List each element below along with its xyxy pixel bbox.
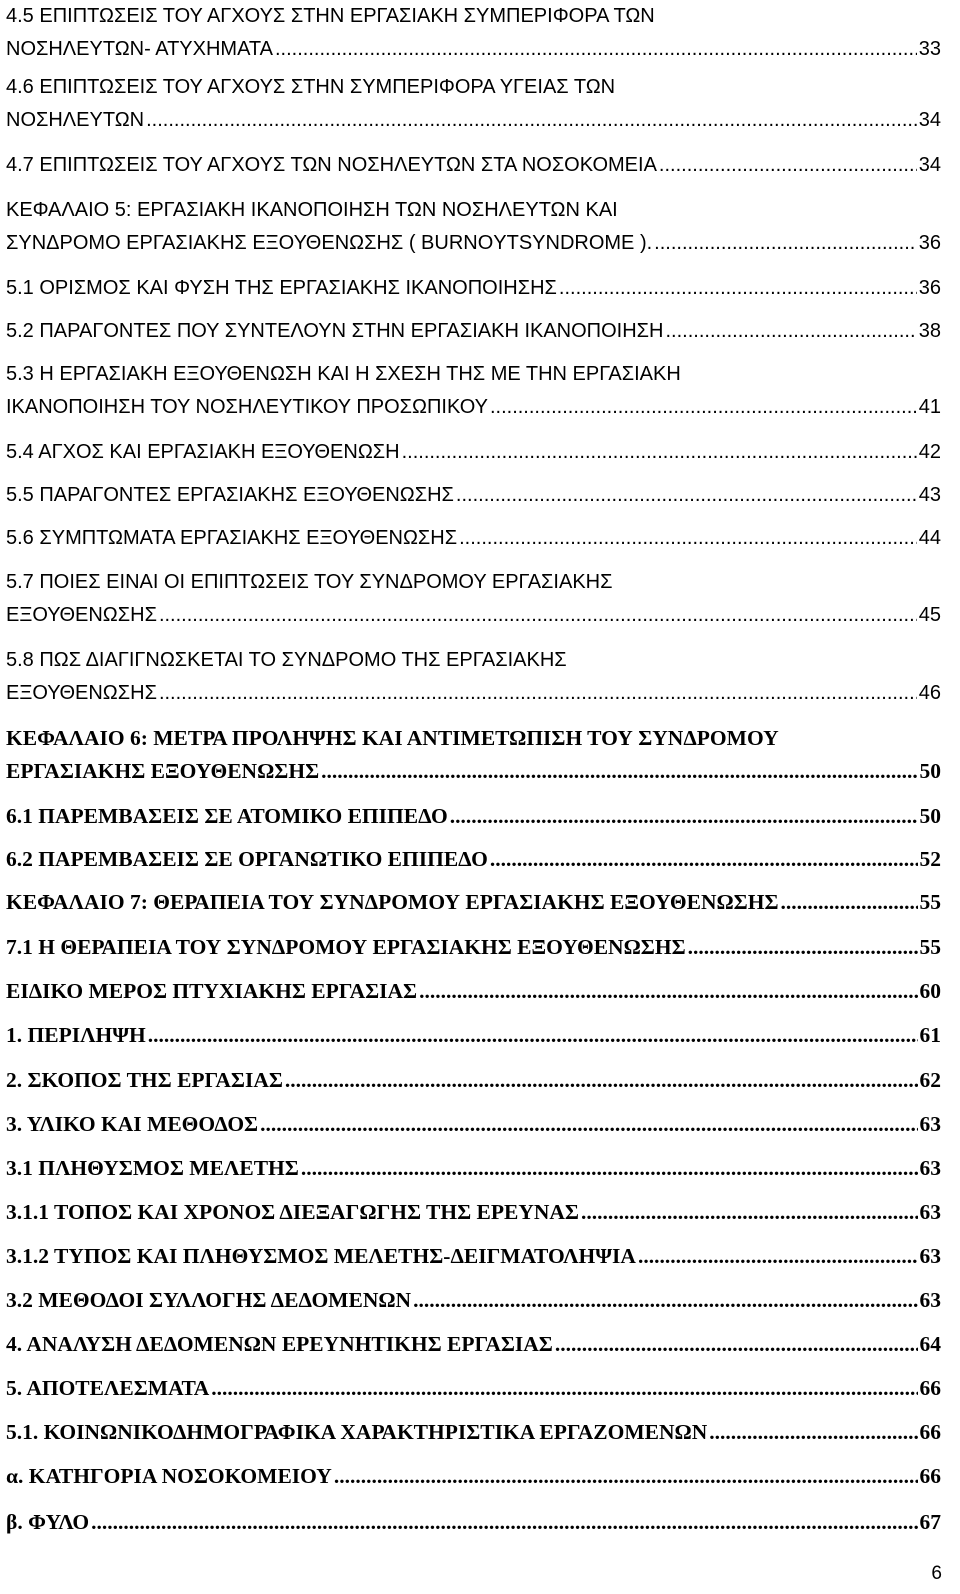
toc-entry-title: ΕΞΟΥΘΕΝΩΣΗΣ bbox=[6, 604, 157, 626]
toc-page-number: 44 bbox=[918, 527, 941, 549]
toc-page-number: 66 bbox=[919, 1376, 941, 1400]
toc-entry-2[interactable] bbox=[6, 1064, 941, 1097]
toc-dot-leader bbox=[146, 104, 917, 137]
toc-dot-leader bbox=[490, 391, 917, 424]
toc-entry-4-5[interactable] bbox=[6, 0, 941, 66]
toc-dot-leader bbox=[285, 1064, 918, 1097]
toc-entry-5-1-results[interactable] bbox=[6, 1416, 941, 1449]
toc-page-number: 41 bbox=[918, 396, 941, 418]
toc-entry-title: ΚΕΦΑΛΑΙΟ 7: ΘΕΡΑΠΕΙΑ ΤΟΥ ΣΥΝΔΡΟΜΟΥ ΕΡΓΑΣΙΑΚΗΣ ΕΞΟΥΘΕΝΩΣΗΣ bbox=[6, 890, 779, 914]
page-number: 6 bbox=[931, 1563, 942, 1584]
toc-entry-title: 4. ΑΝΑΛΥΣΗ ΔΕΔΟΜΕΝΩΝ ΕΡΕΥΝΗΤΙΚΗΣ ΕΡΓΑΣΙΑΣ bbox=[6, 1332, 553, 1356]
toc-dot-leader bbox=[659, 149, 917, 182]
toc-entry-title: ΝΟΣΗΛΕΥΤΩΝ- ΑΤΥΧΗΜΑΤΑ bbox=[6, 38, 273, 60]
toc-entry-3-2[interactable] bbox=[6, 1284, 941, 1317]
toc-entry-1[interactable] bbox=[6, 1019, 941, 1052]
toc-entry-title: 4.7 ΕΠΙΠΤΩΣΕΙΣ ΤΟΥ ΑΓΧΟΥΣ ΤΩΝ ΝΟΣΗΛΕΥΤΩΝ ΣΤΑ ΝΟΣΟΚΟΜΕΙΑ bbox=[6, 154, 657, 176]
toc-page-number: 33 bbox=[918, 38, 941, 60]
toc-page-number: 34 bbox=[918, 154, 941, 176]
toc-entry-3[interactable] bbox=[6, 1108, 941, 1141]
toc-dot-leader bbox=[688, 931, 918, 964]
toc-entry-3-1[interactable] bbox=[6, 1152, 941, 1185]
toc-dot-leader bbox=[91, 1506, 917, 1539]
toc-dot-leader bbox=[665, 315, 916, 348]
toc-page-number: 50 bbox=[919, 759, 941, 783]
toc-page-number: 63 bbox=[919, 1200, 941, 1224]
toc-dot-leader bbox=[402, 436, 917, 469]
toc-entry-5-5[interactable] bbox=[6, 479, 941, 512]
toc-dot-leader bbox=[709, 1416, 917, 1449]
toc-page-number: 60 bbox=[919, 979, 941, 1003]
toc-entry-7-1[interactable] bbox=[6, 931, 941, 964]
toc-page-number: 55 bbox=[919, 935, 941, 959]
toc-page-number: 62 bbox=[919, 1068, 941, 1092]
toc-page-number: 36 bbox=[918, 277, 941, 299]
toc-entry-title: 3. ΥΛΙΚΟ ΚΑΙ ΜΕΘΟΔΟΣ bbox=[6, 1112, 259, 1136]
toc-entry-title: 5.2 ΠΑΡΑΓΟΝΤΕΣ ΠΟΥ ΣΥΝΤΕΛΟΥΝ ΣΤΗΝ ΕΡΓΑΣΙΑΚΗ ΙΚΑΝΟΠΟΙΗΣΗ bbox=[6, 320, 664, 342]
toc-entry-6-1[interactable] bbox=[6, 800, 941, 833]
toc-dot-leader bbox=[559, 272, 917, 305]
toc-dot-leader bbox=[159, 599, 917, 632]
toc-entry-5-8[interactable] bbox=[6, 644, 941, 710]
toc-entry-3-1-1[interactable] bbox=[6, 1196, 941, 1229]
toc-page-number: 63 bbox=[919, 1112, 941, 1136]
toc-dot-leader bbox=[654, 227, 917, 260]
toc-entry-title: 5.1. ΚΟΙΝΩΝΙΚΟΔΗΜΟΓΡΑΦΙΚΑ ΧΑΡΑΚΤΗΡΙΣΤΙΚΑ ΕΡΓΑΖΟΜΕΝΩΝ bbox=[6, 1420, 708, 1444]
toc-dot-leader bbox=[159, 677, 917, 710]
toc-entry-5[interactable] bbox=[6, 1372, 941, 1405]
toc-dot-leader bbox=[275, 33, 917, 66]
toc-entry-title: 3.2 ΜΕΘΟΔΟΙ ΣΥΛΛΟΓΗΣ ΔΕΔΟΜΕΝΩΝ bbox=[6, 1288, 412, 1312]
toc-page-number: 42 bbox=[918, 441, 941, 463]
toc-entry-title: ΝΟΣΗΛΕΥΤΩΝ bbox=[6, 109, 145, 131]
toc-entry-title: β. ΦΥΛΟ bbox=[6, 1510, 90, 1534]
toc-entry-4-7[interactable] bbox=[6, 149, 941, 182]
toc-page-number: 61 bbox=[919, 1023, 941, 1047]
toc-page-number: 63 bbox=[919, 1288, 941, 1312]
toc-dot-leader bbox=[781, 886, 918, 919]
toc-entry-title: 6.2 ΠΑΡΕΜΒΑΣΕΙΣ ΣΕ ΟΡΓΑΝΩΤΙΚΟ ΕΠΙΠΕΔΟ bbox=[6, 847, 488, 871]
toc-entry-6-2[interactable] bbox=[6, 843, 941, 876]
toc-entry-alpha[interactable] bbox=[6, 1460, 941, 1493]
toc-entry-title: 2. ΣΚΟΠΟΣ ΤΗΣ ΕΡΓΑΣΙΑΣ bbox=[6, 1068, 283, 1092]
toc-entry-4-6[interactable] bbox=[6, 71, 941, 137]
toc-dot-leader bbox=[456, 479, 917, 512]
toc-entry-title: 5.1 ΟΡΙΣΜΟΣ ΚΑΙ ΦΥΣΗ ΤΗΣ ΕΡΓΑΣΙΑΚΗΣ ΙΚΑΝΟΠΟΙΗΣΗΣ bbox=[6, 277, 557, 299]
toc-entry-title-line1: ΚΕΦΑΛΑΙΟ 5: ΕΡΓΑΣΙΑΚΗ ΙΚΑΝΟΠΟΙΗΣΗ ΤΩΝ ΝΟΣΗΛΕΥΤΩΝ ΚΑΙ bbox=[6, 199, 618, 221]
toc-page-number: 50 bbox=[919, 804, 941, 828]
toc-page-number: 63 bbox=[919, 1156, 941, 1180]
toc-entry-title: 3.1.1 ΤΟΠΟΣ ΚΑΙ ΧΡΟΝΟΣ ΔΙΕΞΑΓΩΓΗΣ ΤΗΣ ΕΡΕΥΝΑΣ bbox=[6, 1200, 579, 1224]
toc-page-number: 66 bbox=[919, 1464, 941, 1488]
toc-entry-title: 5.6 ΣΥΜΠΤΩΜΑΤΑ ΕΡΓΑΣΙΑΚΗΣ ΕΞΟΥΘΕΝΩΣΗΣ bbox=[6, 527, 458, 549]
toc-entry-title: 6.1 ΠΑΡΕΜΒΑΣΕΙΣ ΣΕ ΑΤΟΜΙΚΟ ΕΠΙΠΕΔΟ bbox=[6, 804, 448, 828]
toc-entry-5-7[interactable] bbox=[6, 566, 941, 632]
toc-entry-5-6[interactable] bbox=[6, 522, 941, 555]
toc-entry-5-3[interactable] bbox=[6, 358, 941, 424]
toc-page-number: 38 bbox=[918, 320, 941, 342]
toc-page-number: 63 bbox=[919, 1244, 941, 1268]
toc-page-number: 52 bbox=[919, 847, 941, 871]
toc-dot-leader bbox=[211, 1372, 917, 1405]
toc-dot-leader bbox=[638, 1240, 918, 1273]
toc-page-number: 36 bbox=[918, 232, 941, 254]
toc-entry-title: ΣΥΝΔΡΟΜΟ ΕΡΓΑΣΙΑΚΗΣ ΕΞΟΥΘΕΝΩΣΗΣ ( BURNOYTSYNDROME ). bbox=[6, 232, 653, 254]
toc-entry-title-line1: 5.7 ΠΟΙΕΣ ΕΙΝΑΙ ΟΙ ΕΠΙΠΤΩΣΕΙΣ ΤΟΥ ΣΥΝΔΡΟΜΟΥ ΕΡΓΑΣΙΑΚΗΣ bbox=[6, 571, 613, 593]
toc-dot-leader bbox=[413, 1284, 917, 1317]
toc-entry-5-2[interactable] bbox=[6, 315, 941, 348]
toc-entry-title: α. ΚΑΤΗΓΟΡΙΑ ΝΟΣΟΚΟΜΕΙΟΥ bbox=[6, 1464, 332, 1488]
toc-entry-title: ΕΡΓΑΣΙΑΚΗΣ ΕΞΟΥΘΕΝΩΣΗΣ bbox=[6, 759, 320, 783]
toc-entry-title-line1: 5.8 ΠΩΣ ΔΙΑΓΙΓΝΩΣΚΕΤΑΙ ΤΟ ΣΥΝΔΡΟΜΟ ΤΗΣ ΕΡΓΑΣΙΑΚΗΣ bbox=[6, 649, 567, 671]
toc-dot-leader bbox=[581, 1196, 918, 1229]
toc-dot-leader bbox=[321, 755, 917, 788]
toc-entry-beta[interactable] bbox=[6, 1506, 941, 1539]
toc-entry-chapter-7[interactable] bbox=[6, 886, 941, 919]
toc-page-number: 43 bbox=[918, 484, 941, 506]
toc-dot-leader bbox=[301, 1152, 918, 1185]
toc-entry-chapter-5[interactable] bbox=[6, 194, 941, 260]
toc-entry-title: 1. ΠΕΡΙΛΗΨΗ bbox=[6, 1023, 146, 1047]
toc-page-number: 55 bbox=[919, 890, 941, 914]
toc-dot-leader bbox=[555, 1328, 918, 1361]
toc-dot-leader bbox=[459, 522, 917, 555]
toc-dot-leader bbox=[260, 1108, 917, 1141]
toc-entry-title: 5.5 ΠΑΡΑΓΟΝΤΕΣ ΕΡΓΑΣΙΑΚΗΣ ΕΞΟΥΘΕΝΩΣΗΣ bbox=[6, 484, 454, 506]
toc-page-number: 45 bbox=[918, 604, 941, 626]
toc-entry-title-line1: 4.6 ΕΠΙΠΤΩΣΕΙΣ ΤΟΥ ΑΓΧΟΥΣ ΣΤΗΝ ΣΥΜΠΕΡΙΦΟΡΑ ΥΓΕΙΑΣ ΤΩΝ bbox=[6, 76, 616, 98]
toc-entry-title: 5.4 ΑΓΧΟΣ ΚΑΙ ΕΡΓΑΣΙΑΚΗ ΕΞΟΥΘΕΝΩΣΗ bbox=[6, 441, 400, 463]
toc-page-number: 66 bbox=[919, 1420, 941, 1444]
toc-page-number: 46 bbox=[918, 682, 941, 704]
toc-entry-title: 3.1.2 ΤΥΠΟΣ ΚΑΙ ΠΛΗΘΥΣΜΟΣ ΜΕΛΕΤΗΣ-ΔΕΙΓΜΑΤΟΛΗΨΙΑ bbox=[6, 1244, 636, 1268]
toc-entry-special-part[interactable] bbox=[6, 975, 941, 1008]
toc-entry-title: 3.1 ΠΛΗΘΥΣΜΟΣ ΜΕΛΕΤΗΣ bbox=[6, 1156, 299, 1180]
toc-page-number: 67 bbox=[919, 1510, 941, 1534]
toc-dot-leader bbox=[334, 1460, 918, 1493]
toc-entry-title-line1: 4.5 ΕΠΙΠΤΩΣΕΙΣ ΤΟΥ ΑΓΧΟΥΣ ΣΤΗΝ ΕΡΓΑΣΙΑΚΗ ΣΥΜΠΕΡΙΦΟΡΑ ΤΩΝ bbox=[6, 5, 655, 27]
toc-dot-leader bbox=[148, 1019, 918, 1052]
toc-entry-title: 5. ΑΠΟΤΕΛΕΣΜΑΤΑ bbox=[6, 1376, 210, 1400]
toc-entry-title: ΙΚΑΝΟΠΟΙΗΣΗ ΤΟΥ ΝΟΣΗΛΕΥΤΙΚΟΥ ΠΡΟΣΩΠΙΚΟΥ bbox=[6, 396, 488, 418]
toc-dot-leader bbox=[490, 843, 918, 876]
toc-entry-title-line1: 5.3 Η ΕΡΓΑΣΙΑΚΗ ΕΞΟΥΘΕΝΩΣΗ ΚΑΙ Η ΣΧΕΣΗ ΤΗΣ ΜΕ ΤΗΝ ΕΡΓΑΣΙΑΚΗ bbox=[6, 363, 681, 385]
toc-entry-title: ΕΞΟΥΘΕΝΩΣΗΣ bbox=[6, 682, 157, 704]
toc-entry-5-4[interactable] bbox=[6, 436, 941, 469]
toc-entry-title-line1: ΚΕΦΑΛΑΙΟ 6: ΜΕΤΡΑ ΠΡΟΛΗΨΗΣ ΚΑΙ ΑΝΤΙΜΕΤΩΠΙΣΗ ΤΟΥ ΣΥΝΔΡΟΜΟΥ bbox=[6, 726, 779, 750]
toc-entry-3-1-2[interactable] bbox=[6, 1240, 941, 1273]
toc-page-number: 34 bbox=[918, 109, 941, 131]
toc-dot-leader bbox=[419, 975, 917, 1008]
toc-entry-title: ΕΙΔΙΚΟ ΜΕΡΟΣ ΠΤΥΧΙΑΚΗΣ ΕΡΓΑΣΙΑΣ bbox=[6, 979, 418, 1003]
toc-entry-5-1[interactable] bbox=[6, 272, 941, 305]
toc-entry-chapter-6[interactable] bbox=[6, 722, 941, 788]
toc-page-number: 64 bbox=[919, 1332, 941, 1356]
toc-entry-title: 7.1 Η ΘΕΡΑΠΕΙΑ ΤΟΥ ΣΥΝΔΡΟΜΟΥ ΕΡΓΑΣΙΑΚΗΣ ΕΞΟΥΘΕΝΩΣΗΣ bbox=[6, 935, 686, 959]
toc-entry-4[interactable] bbox=[6, 1328, 941, 1361]
toc-dot-leader bbox=[450, 800, 918, 833]
